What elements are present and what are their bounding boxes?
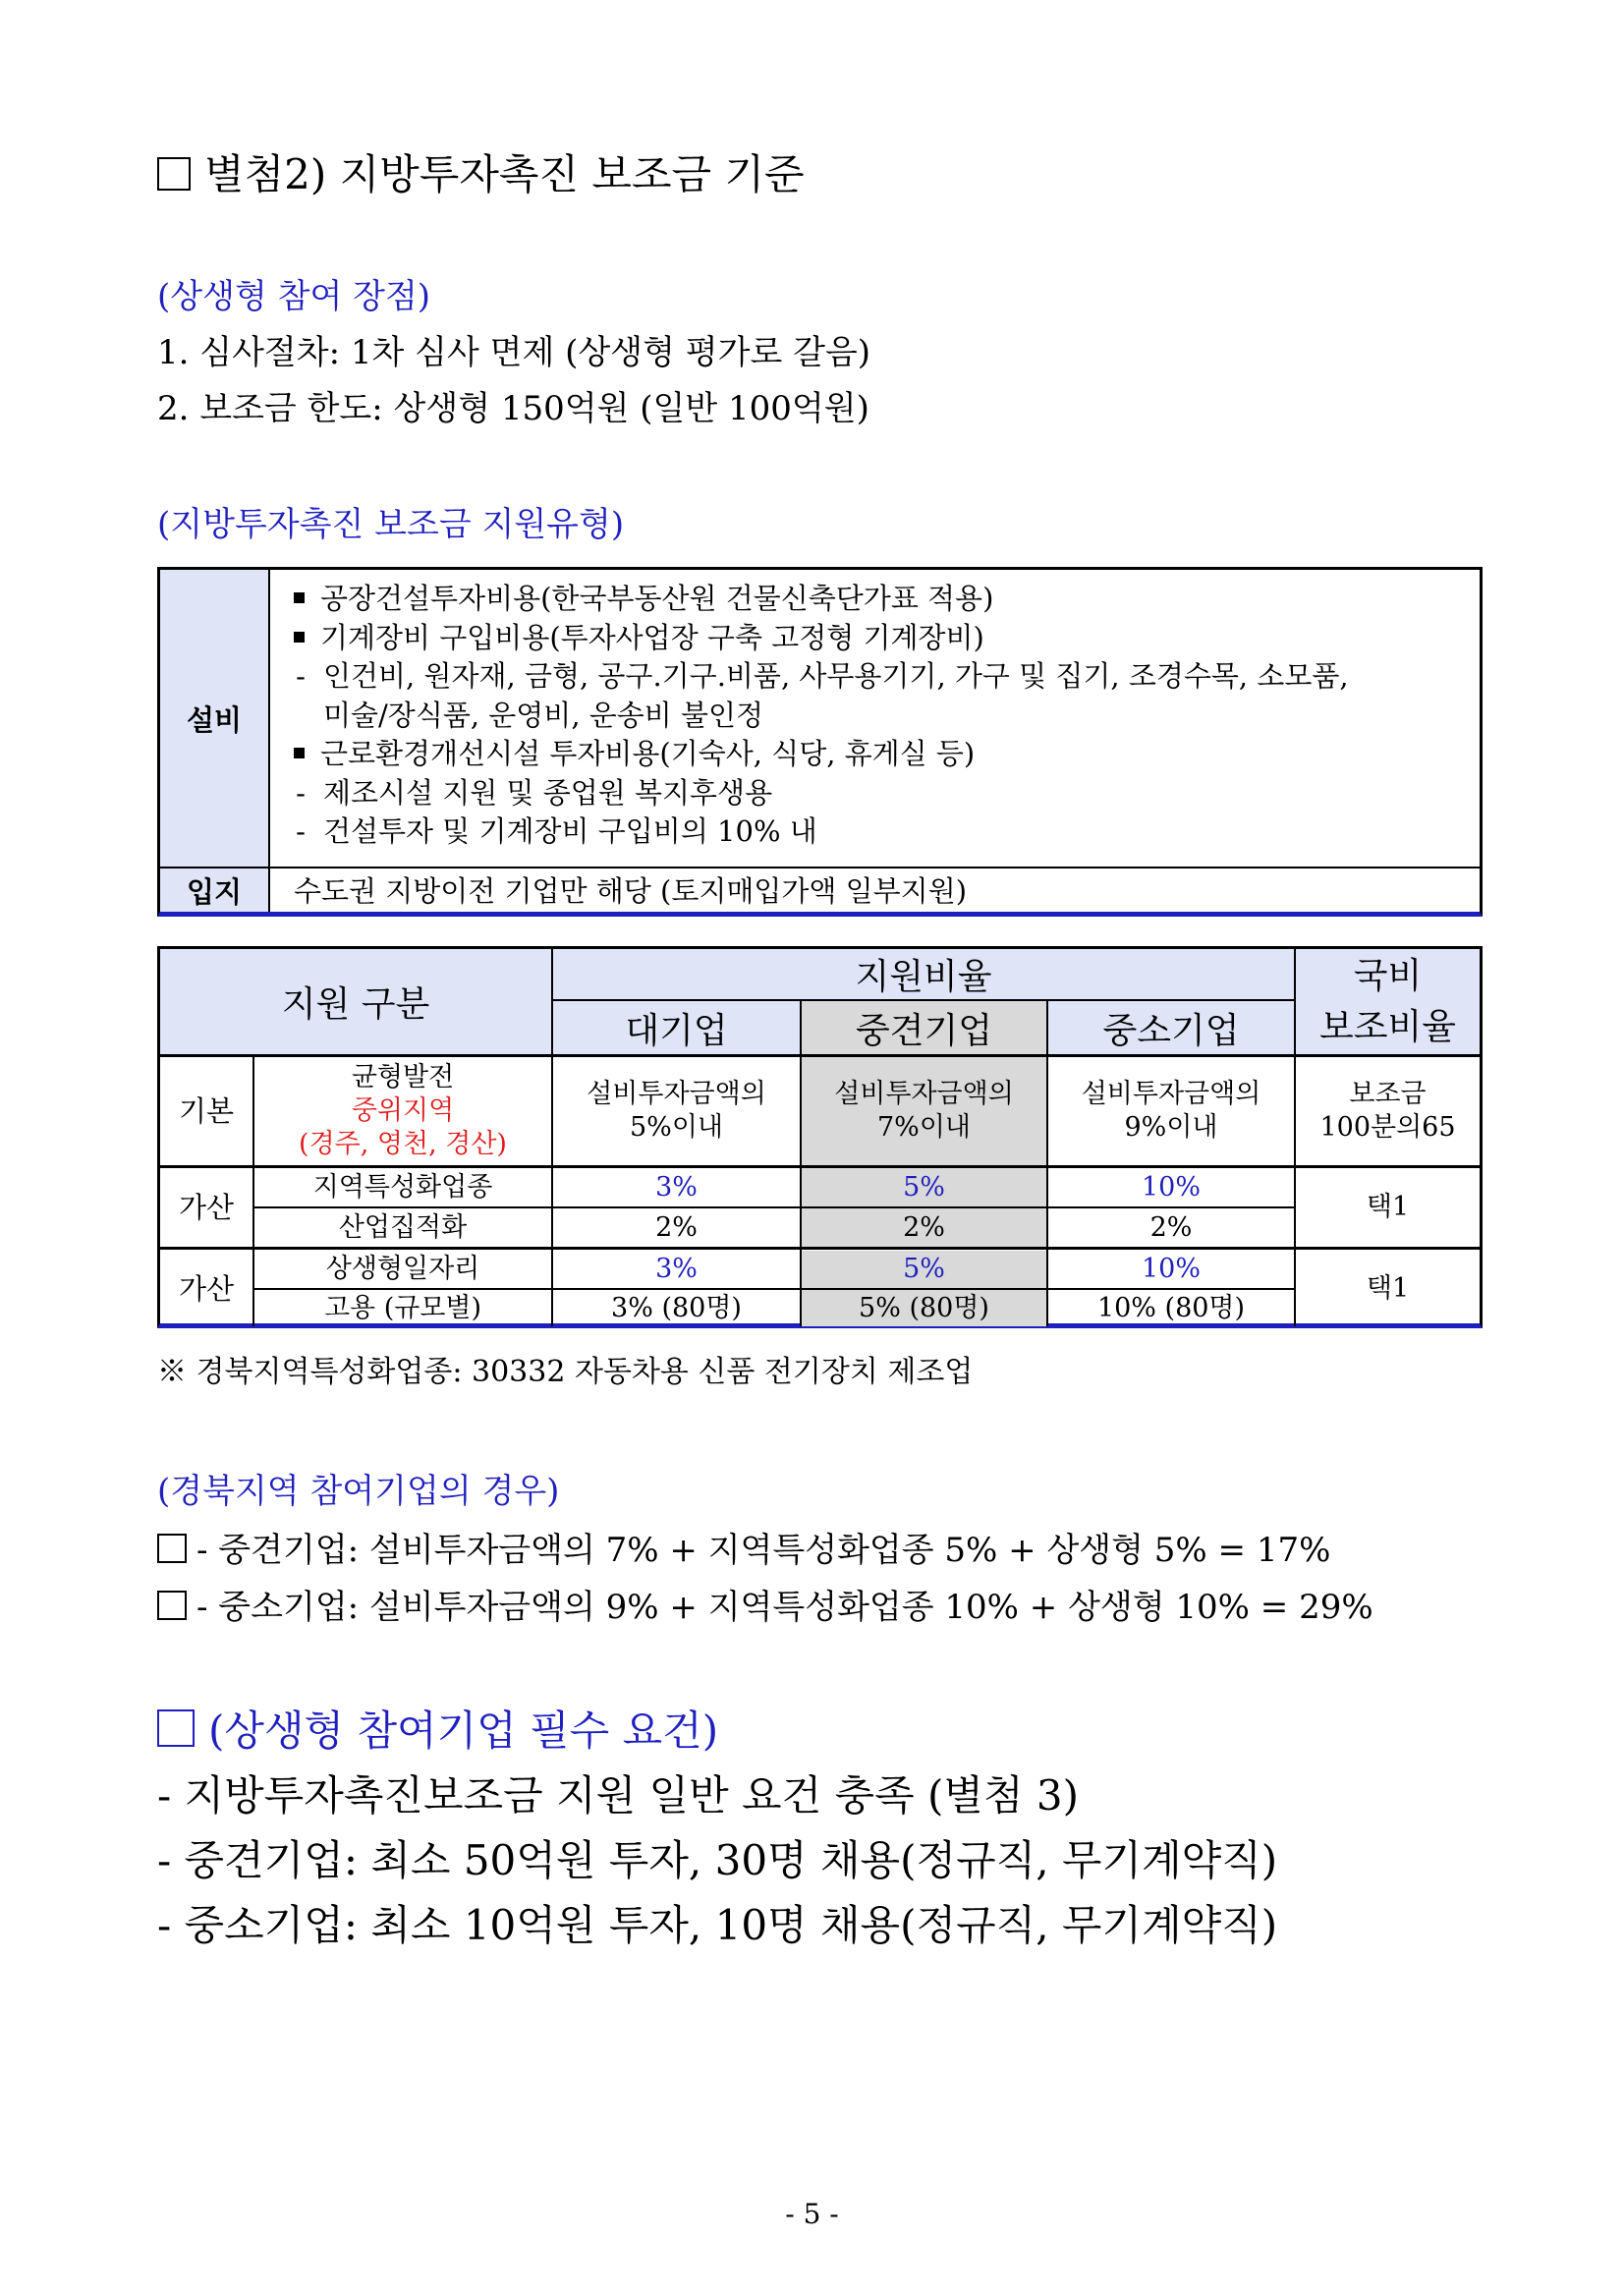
list-item: 근로환경개선시설 투자비용(기숙사, 식당, 휴게실 등) [286, 735, 1480, 774]
grid-line [254, 1206, 1294, 1208]
row-add1-label: 가산 [178, 1191, 235, 1224]
equipment-description [272, 580, 1480, 852]
section3-line-1: - 중견기업: 설비투자금액의 7% + 지역특성화업종 5% + 상생형 5% = 17% [157, 1527, 1330, 1574]
section2-heading: (지방투자촉진 보조금 지원유형) [157, 505, 625, 544]
grid-line [252, 1054, 254, 1326]
row-basic-sub: 균형발전 중위지역 (경주, 영천, 경산) [299, 1061, 507, 1159]
page-number: - 5 - [785, 2198, 839, 2230]
grid-line [800, 999, 802, 1326]
add2-row2-large: 3% (80명) [611, 1292, 742, 1323]
add2-national: 택1 [1366, 1272, 1410, 1304]
section3-line-2: - 중소기업: 설비투자금액의 9% + 지역특성화업종 10% + 상생형 10% = 29% [157, 1584, 1373, 1631]
grid-line [160, 1054, 1480, 1057]
checkbox-square-icon [157, 1709, 195, 1747]
checkbox-square-icon [157, 1534, 187, 1563]
header-large: 대기업 [553, 1001, 800, 1054]
header-national: 국비 보조비율 [1296, 949, 1480, 1054]
page-title: 별첨2) 지방투자촉진 보조금 기준 [157, 147, 805, 202]
basic-small: 설비투자금액의 9%이내 [1081, 1078, 1261, 1143]
support-type-table [157, 567, 1483, 917]
list-item: 미술/장식품, 운영비, 운송비 불인정 [323, 698, 764, 732]
add1-row1-mid: 5% [802, 1168, 1046, 1206]
section4-heading: (상생형 참여기업 필수 요건) [157, 1704, 718, 1759]
section4-line-2: - 중견기업: 최소 50억원 투자, 30명 채용(정규직, 무기계약직) [157, 1836, 1278, 1884]
add1-row1-small: 10% [1141, 1171, 1201, 1203]
grid-line [254, 1288, 1294, 1290]
section1-heading: (상생형 참여 장점) [157, 277, 431, 316]
add2-row1-mid: 5% [802, 1251, 1046, 1288]
list-item: - 인건비, 원자재, 금형, 공구.기구.비품, 사무용기기, 가구 및 집기, 조경수목, 소모품, [296, 659, 1349, 693]
grid-line [551, 949, 553, 1326]
add1-row1-name: 지역특성화업종 [312, 1171, 493, 1203]
row-add2-label: 가산 [178, 1271, 235, 1306]
header-mid: 중견기업 [802, 1001, 1046, 1054]
table-label-equipment: 설비 [160, 570, 270, 867]
grid-line [160, 1247, 1480, 1250]
basic-large: 설비투자금액의 5%이내 [587, 1078, 766, 1143]
square-bullet-icon [294, 632, 305, 643]
list-item: 공장건설투자비용(한국부동산원 건물신축단가표 적용) [286, 580, 1480, 619]
add2-row1-name: 상생형일자리 [325, 1254, 480, 1284]
add2-row1-small: 10% [1141, 1254, 1201, 1284]
checkbox-square-icon [157, 157, 191, 191]
row-divider [160, 867, 1480, 868]
add1-row2-small: 2% [1149, 1211, 1193, 1243]
add2-row2-small: 10% (80명) [1096, 1292, 1246, 1323]
add2-row2-name: 고용 (규모별) [323, 1292, 482, 1323]
square-bullet-icon [294, 592, 305, 603]
add1-row2-name: 산업집적화 [338, 1211, 468, 1243]
section3-heading: (경북지역 참여기업의 경우) [157, 1472, 560, 1511]
add1-row2-mid: 2% [802, 1208, 1046, 1247]
grid-line [553, 999, 1294, 1001]
list-item: 기계장비 구입비용(투자사업장 구축 고정형 기계장비) [286, 619, 1480, 658]
add2-row1-large: 3% [655, 1254, 698, 1284]
add1-national: 택1 [1366, 1192, 1410, 1222]
basic-national: 보조금 100분의65 [1319, 1078, 1456, 1143]
square-bullet-icon [294, 748, 305, 758]
section1-line-2: 2. 보조금 한도: 상생형 150억원 (일반 100억원) [157, 389, 869, 428]
section4-line-3: - 중소기업: 최소 10억원 투자, 10명 채용(정규직, 무기계약직) [157, 1901, 1278, 1949]
header-category: 지원 구분 [160, 949, 551, 1054]
table-label-location: 입지 [160, 868, 270, 912]
basic-mid: 설비투자금액의 7%이내 [802, 1056, 1046, 1165]
footnote: ※ 경북지역특성화업종: 30332 자동차용 신품 전기장치 제조업 [157, 1355, 974, 1389]
header-ratio: 지원비율 [553, 949, 1294, 999]
add1-row1-large: 3% [655, 1171, 698, 1203]
add1-row2-large: 2% [655, 1211, 698, 1243]
grid-line [160, 1165, 1480, 1168]
list-item: - 건설투자 및 기계장비 구입비의 10% 내 [296, 814, 817, 848]
section1-line-1: 1. 심사절차: 1차 심사 면제 (상생형 평가로 갈음) [157, 333, 871, 372]
location-description: 수도권 지방이전 기업만 해당 (토지매입가액 일부지원) [294, 874, 968, 908]
support-ratio-table [157, 946, 1483, 1328]
grid-line [1046, 999, 1048, 1326]
list-item: - 제조시설 지원 및 종업원 복지후생용 [296, 775, 773, 810]
row-basic-label: 기본 [178, 1093, 235, 1128]
grid-line [1294, 949, 1296, 1326]
header-small: 중소기업 [1048, 1001, 1294, 1054]
checkbox-square-icon [157, 1591, 187, 1620]
section4-line-1: - 지방투자촉진보조금 지원 일반 요건 충족 (별첨 3) [157, 1771, 1080, 1820]
add2-row2-mid: 5% (80명) [802, 1290, 1046, 1326]
